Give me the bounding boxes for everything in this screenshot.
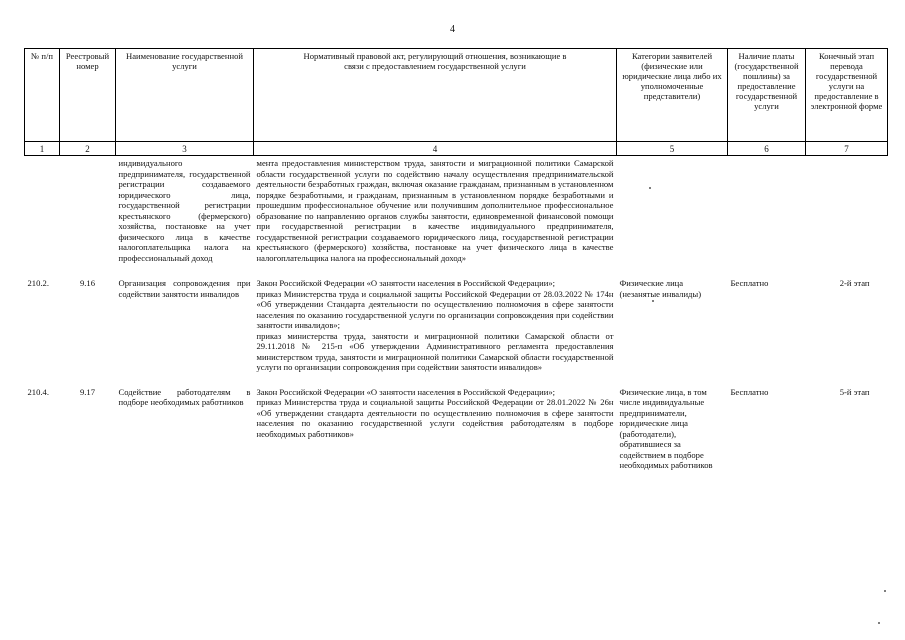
row-number-cell: 210.2. [27,278,49,288]
scan-speck [884,590,886,592]
services-registry-table [24,48,888,471]
column-number-row [25,142,888,156]
fee-cell: Бесплатно [730,278,769,288]
registry-number-cell: 9.16 [79,278,96,288]
column-number: 7 [806,142,888,156]
legal-act-cell: мента предоставления министерством труда, занятости и миграционной политики Самарской области государственной услуги по содействию началу осуществления предпринимательской деятельности безработных граждан, включая оказание гражданам, признанным в установленном порядке безработными, и гражданам, признанным в установленном порядке безработными и прошедшим профессиональное обучение или получившим дополнительное профессиональное образование по направлению органов службы занятости, единовременной финансовой помощи при государственной регистрации в качестве индивидуального предпринимателя, государственной регистрации создаваемого юридического лица, государственной регистрации крестьянского (фермерского) хозяйства, постановке на учет физического лица в качестве налогоплательщика налога на профессиональный доход» [256,158,614,263]
final-stage-cell: 5-й этап [839,386,870,397]
header-row [25,49,888,142]
service-name-cell: Содействие работодателям в подборе необходимых работников [118,386,251,407]
header-fee: Наличие платы (государственной пошлины) за предоставление государственной услуги [728,49,806,142]
legal-act-line: Закон Российской Федерации «О занятости населения в Российской Федерации»; [256,386,556,397]
table-row [25,381,888,471]
final-stage-cell: 2-й этап [839,278,870,288]
fee-cell: Бесплатно [730,386,769,397]
legal-act-line: приказ Министерства труда и социальной защиты Российской Федерации от 28.03.2022 № 174н «Об утверждении Стандарта деятельности по осуществлению полномочия в сфере занятости населения по оказанию государственной услуги по организации сопровождения при содействии занятости инвалидов»; [256,288,614,330]
header-applicant-categories: Категории заявителей (физические или юридические лица либо их уполномоченные представители) [617,49,728,142]
scan-speck [878,622,880,624]
table-header [25,49,888,156]
header-legal-act: Нормативный правовой акт, регулирующий отношения, возникающие в связи с предоставлением государственной услуги [254,49,617,142]
legal-act-line: приказ Министерства труда и социальной защиты Российской Федерации от 28.01.2022 № 26н «Об утверждении стандарта деятельности по осуществлению полномочия в сфере занятости населения по оказанию государственной услуги содействия работодателям в подборе необходимых работников» [256,397,614,439]
column-number: 4 [254,142,617,156]
column-number: 5 [617,142,728,156]
column-number: 3 [116,142,254,156]
header-service-name: Наименование государственной услуги [116,49,254,142]
legal-act-cell [254,269,617,381]
column-number: 6 [728,142,806,156]
registry-number-cell: 9.17 [79,386,96,397]
page-number: 4 [450,24,455,35]
service-name-cell: индивидуального предпринимателя, государственной регистрации создаваемого юридического лица, государственной регистрации крестьянского (фермерского) хозяйства, постановке на учет физического лица в качестве налогоплательщика налога на профессиональный доход [118,158,251,263]
legal-act-cell [254,381,617,471]
table-row-continuation [25,156,888,270]
scan-speck [649,187,651,189]
legal-act-line: приказ министерства труда, занятости и миграционной политики Самарской области от 29.11.2018 № 215-п «Об утверждении Административного регламента предоставления министерством труда, занятости и миграционной политики Самарской области государственной услуги по организации сопровождения при содействии занятости инвалидов» [256,330,614,372]
row-number-cell: 210.4. [27,386,49,397]
column-number: 2 [60,142,116,156]
legal-act-line: Закон Российской Федерации «О занятости населения в Российской Федерации»; [256,278,556,288]
header-number: № п/п [25,49,60,142]
header-registry-number: Реестровый номер [60,49,116,142]
service-name-cell: Организация сопровождения при содействии занятости инвалидов [118,278,251,299]
table-row [25,269,888,381]
header-final-stage: Конечный этап перевода государственной услуги на предоставление в электронной форме [806,49,888,142]
applicants-cell: Физические лица (незанятые инвалиды) [619,278,702,299]
applicants-cell: Физические лица, в том числе индивидуальные предприниматели, юридические лица (работодатели), обратившиеся за содействием в подборе необходимых работников [619,386,713,470]
scan-speck [652,300,654,302]
column-number: 1 [25,142,60,156]
